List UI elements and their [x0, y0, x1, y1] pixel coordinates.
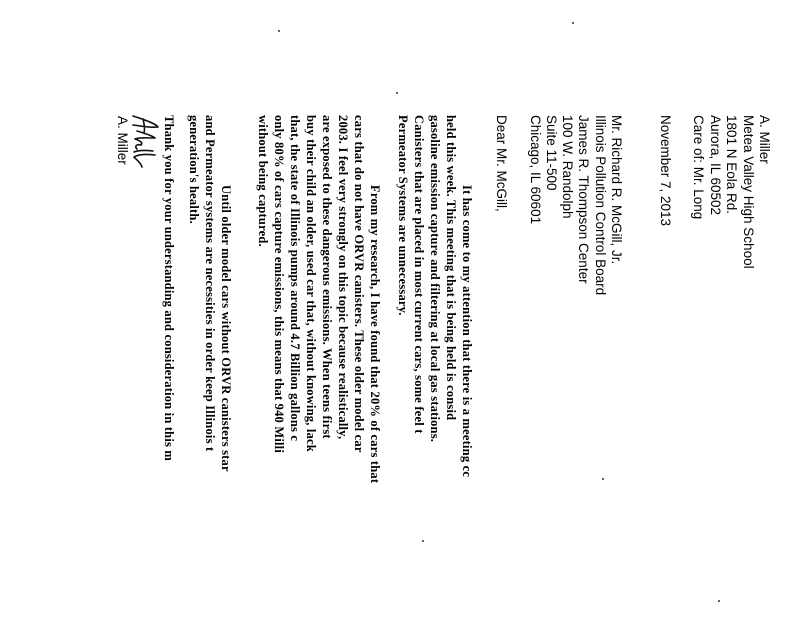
scan-speck — [422, 540, 424, 542]
body-line: are exposed to these dangerous emissions. When teens first — [320, 115, 334, 439]
body-line: Permeator Systems are unnecessary. — [396, 115, 410, 316]
body-line: From my research, I have found that 20% of cars that — [368, 185, 382, 484]
recipient-line: Illinois Pollution Control Board — [592, 115, 608, 296]
body-line: buy their child an older, used car that, without knowing, lack — [304, 115, 318, 452]
body-paragraph — [395, 115, 475, 618]
signer-name: A. Miller — [115, 116, 130, 165]
body-line: It has come to my attention that there is a meeting cc — [460, 185, 474, 478]
recipient-line: James R. Thompson Center — [576, 115, 592, 284]
body-line: that, the state of Illinois pumps around 4.7 Billion gallons c — [288, 115, 302, 442]
body-line: only 80% of cars capture emissions, this means that 940 Milli — [272, 115, 286, 454]
sender-line: Care of: Mr. Long — [691, 115, 707, 220]
sender-line: Metea Valley High School — [740, 115, 756, 269]
body-paragraph — [186, 115, 234, 618]
body-line: 2003. I feel very strongly on this topic because realistically, — [336, 115, 350, 440]
sender-line: 1801 N Eola Rd. — [724, 115, 740, 215]
recipient-line: 100 W. Randolph — [560, 115, 576, 219]
body-line: without being captured. — [256, 115, 270, 247]
scan-speck — [278, 30, 280, 32]
sender-line: Aurora, IL 60502 — [707, 115, 723, 216]
recipient-line: Suite 11-500 — [543, 115, 559, 191]
closing-line: Thank you for your understanding and consideration in this m — [162, 115, 176, 462]
sender-address-block — [690, 115, 772, 618]
scan-speck — [602, 478, 604, 480]
salutation: Dear Mr. McGill, — [494, 115, 509, 212]
recipient-line: Chicago, IL 60601 — [527, 115, 543, 225]
body-paragraph — [255, 115, 383, 618]
scan-speck — [396, 92, 398, 94]
body-line: and Permeator systems are necessities in order keep Illinois t — [203, 115, 217, 452]
scan-speck — [718, 600, 720, 602]
handwritten-signature — [127, 113, 161, 171]
body-line: cars that do not have ORVR canisters. These older model car — [352, 115, 366, 453]
sender-line: A. Miller — [757, 115, 772, 164]
body-line: generation's health. — [187, 115, 201, 224]
scan-speck — [572, 22, 574, 24]
recipient-line: Mr. Richard R. McGill, Jr. — [609, 115, 624, 265]
body-line: held this week. This meeting that is being held is consid — [444, 115, 458, 421]
letter-date: November 7, 2013 — [658, 115, 673, 227]
body-line: Until older model cars without ORVR canisters star — [219, 185, 233, 472]
body-line: Canisters that are placed in most current cars, some feel t — [412, 115, 426, 434]
recipient-address-block — [526, 115, 624, 618]
body-line: gasoline emission capture and filtering at local gas stations. — [428, 115, 442, 443]
